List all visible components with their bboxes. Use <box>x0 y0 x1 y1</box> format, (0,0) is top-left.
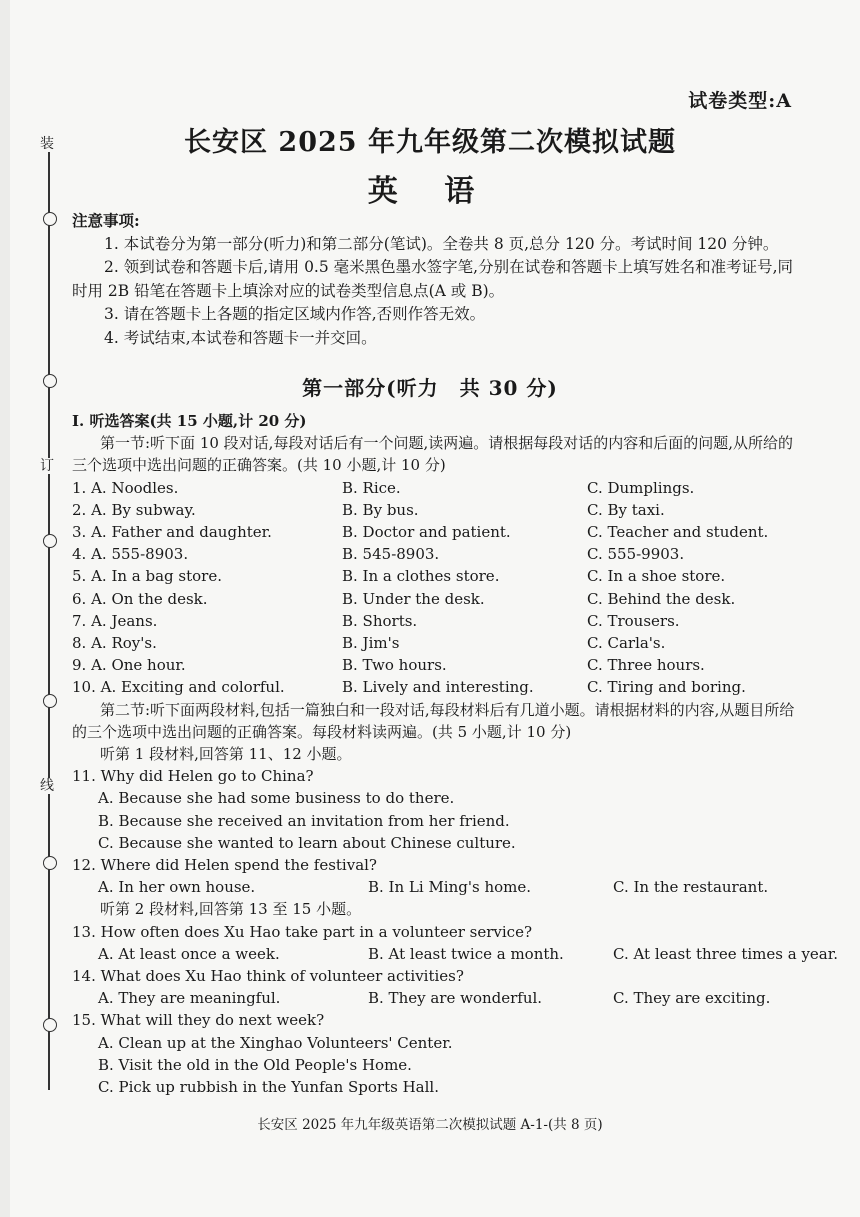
question-row <box>72 654 802 676</box>
notice-item: 4. 考试结束,本试卷和答题卡一并交回。 <box>104 328 377 347</box>
binding-char: 线 <box>40 778 54 794</box>
option-c: C. Pick up rubbish in the Yunfan Sports Hall. <box>98 1078 439 1097</box>
binding-hole <box>43 856 57 870</box>
option-a: 9. A. One hour. <box>72 656 186 675</box>
question-row <box>72 543 802 565</box>
option-b: B. Rice. <box>342 478 401 497</box>
option-c: C. At least three times a year. <box>613 944 839 963</box>
question-row <box>72 632 802 654</box>
section1-heading: Ⅰ. 听选答案(共 15 小题,计 20 分) <box>72 412 307 430</box>
option-c: C. 555-9903. <box>587 545 685 564</box>
binding-hole <box>43 212 57 226</box>
question-row <box>72 588 802 610</box>
question-12: 12. Where did Helen spend the festival? <box>72 856 377 875</box>
exam-title: 长安区 2025 年九年级第二次模拟试题 <box>184 127 676 158</box>
question-row <box>72 565 802 587</box>
option-b: B. At least twice a month. <box>368 944 564 963</box>
option-b: B. Two hours. <box>342 656 447 675</box>
listen-instruction: 听第 2 段材料,回答第 13 至 15 小题。 <box>100 900 362 919</box>
option-b: B. In Li Ming's home. <box>368 878 532 897</box>
notice-item: 3. 请在答题卡上各题的指定区域内作答,否则作答无效。 <box>104 305 486 323</box>
option-a: 5. A. In a bag store. <box>72 567 222 586</box>
option-c: C. Three hours. <box>587 656 705 675</box>
question-row <box>72 676 802 698</box>
option-b: B. Lively and interesting. <box>342 678 534 697</box>
option-a: 10. A. Exciting and colorful. <box>72 678 285 697</box>
option-a: A. In her own house. <box>98 878 256 897</box>
notice-item: 1. 本试卷分为第一部分(听力)和第二部分(笔试)。全卷共 8 页,总分 120 分。考试时间 120 分钟。 <box>104 234 779 253</box>
option-c: C. Dumplings. <box>587 478 695 497</box>
option-a: A. Because she had some business to do there. <box>98 789 455 808</box>
section1-instruction: 第一节:听下面 10 段对话,每段对话后有一个问题,读两遍。请根据每段对话的内容和后面的问题,从所给的三个选项中选出问题的正确答案。(共 10 小题,计 10 分) <box>72 434 793 475</box>
option-b: B. Doctor and patient. <box>342 523 511 542</box>
binding-char: 装 <box>40 136 54 152</box>
option-a: 2. A. By subway. <box>72 500 196 519</box>
option-a: A. Clean up at the Xinghao Volunteers' Center. <box>98 1033 453 1052</box>
notice-heading: 注意事项: <box>72 211 140 230</box>
binding-hole <box>43 1018 57 1032</box>
notice-item: 2. 领到试卷和答题卡后,请用 0.5 毫米黑色墨水签字笔,分别在试卷和答题卡上填写姓名和准考证号,同时用 2B 铅笔在答题卡上填涂对应的试卷类型信息点(A 或 B)。 <box>72 258 794 300</box>
option-a: 4. A. 555-8903. <box>72 545 189 564</box>
binding-line <box>48 140 50 1090</box>
option-b: B. Because she received an invitation from her friend. <box>98 811 510 830</box>
option-a: 3. A. Father and daughter. <box>72 523 272 542</box>
binding-hole <box>43 534 57 548</box>
option-row <box>72 943 839 965</box>
option-row <box>72 876 802 898</box>
option-c: C. Because she wanted to learn about Chinese culture. <box>98 833 516 852</box>
option-c: C. They are exciting. <box>613 989 771 1008</box>
question-13: 13. How often does Xu Hao take part in a volunteer service? <box>72 922 532 941</box>
question-row <box>72 521 802 543</box>
part1-title: 第一部分(听力 共 30 分) <box>302 376 558 400</box>
option-a: 8. A. Roy's. <box>72 634 157 653</box>
binding-char: 订 <box>40 458 54 474</box>
listen-instruction: 听第 1 段材料,回答第 11、12 小题。 <box>100 745 352 764</box>
option-c: C. Tiring and boring. <box>587 678 746 697</box>
option-b: B. Jim's <box>342 634 400 653</box>
subject-title: 英 语 <box>367 174 493 209</box>
question-11: 11. Why did Helen go to China? <box>72 767 314 786</box>
section2-instruction: 第二节:听下面两段材料,包括一篇独白和一段对话,每段材料后有几道小题。请根据材料的内容,从题目所给的三个选项中选出问题的正确答案。每段材料读两遍。(共 5 小题,计 10 分) <box>72 700 795 741</box>
option-c: C. By taxi. <box>587 500 665 519</box>
option-b: B. They are wonderful. <box>368 989 543 1008</box>
option-c: C. Behind the desk. <box>587 589 736 608</box>
option-b: B. Under the desk. <box>342 589 485 608</box>
option-a: 7. A. Jeans. <box>72 611 158 630</box>
option-b: B. In a clothes store. <box>342 567 500 586</box>
listening-section <box>72 410 839 1098</box>
option-c: C. In the restaurant. <box>613 878 769 897</box>
option-c: C. Trousers. <box>587 611 680 630</box>
question-14: 14. What does Xu Hao think of volunteer activities? <box>72 967 464 986</box>
option-row <box>72 987 802 1009</box>
option-b: B. Shorts. <box>342 611 418 630</box>
option-b: B. By bus. <box>342 500 419 519</box>
question-row <box>72 610 802 632</box>
page-footer: 长安区 2025 年九年级英语第二次模拟试题 A-1-(共 8 页) <box>257 1117 603 1133</box>
option-a: 6. A. On the desk. <box>72 589 208 608</box>
question-row <box>72 477 802 499</box>
binding-hole <box>43 694 57 708</box>
question-row <box>72 499 802 521</box>
option-b: B. 545-8903. <box>342 545 440 564</box>
question-15: 15. What will they do next week? <box>72 1011 325 1030</box>
option-c: C. Teacher and student. <box>587 523 769 542</box>
option-a: 1. A. Noodles. <box>72 478 179 497</box>
option-b: B. Visit the old in the Old People's Home. <box>98 1055 412 1074</box>
option-a: A. At least once a week. <box>98 944 280 963</box>
option-c: C. Carla's. <box>587 634 666 653</box>
option-c: C. In a shoe store. <box>587 567 726 586</box>
notice-block <box>72 209 802 350</box>
paper-type: 试卷类型:A <box>688 90 792 112</box>
option-a: A. They are meaningful. <box>98 989 281 1008</box>
